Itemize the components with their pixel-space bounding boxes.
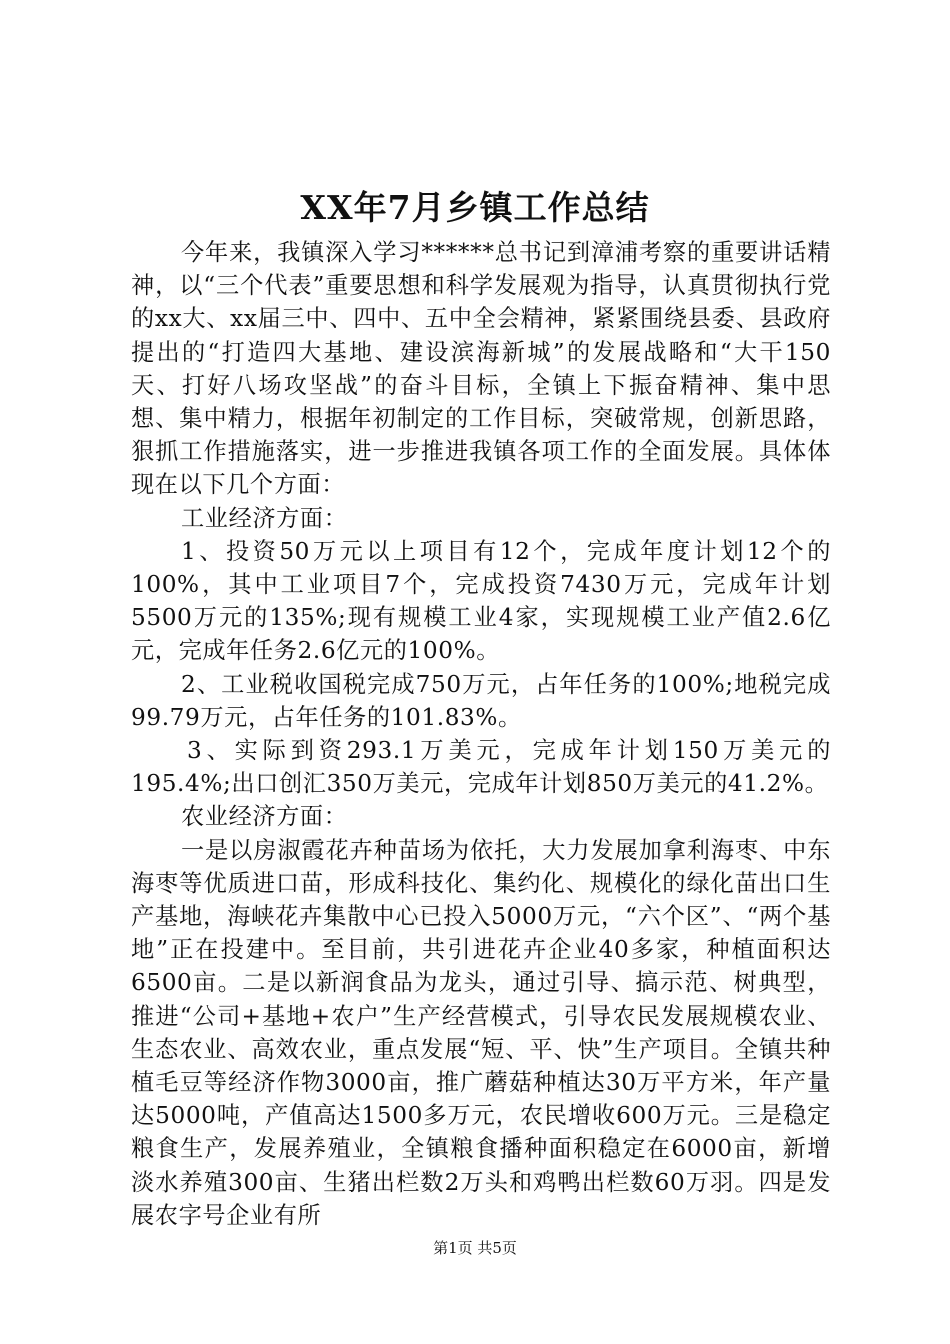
paragraph-industry-2: 2、工业税收国税完成750万元，占年任务的100%;地税完成99.79万元，占年任务的101.83%。 (131, 670, 831, 731)
paragraph-intro: 今年来，我镇深入学习******总书记到漳浦考察的重要讲话精神，以“三个代表”重要思想和科学发展观为指导，认真贯彻执行党的xx大、xx届三中、四中、五中全会精神，紧紧围绕县委、县政府提出的“打造四大基地、建设滨海新城”的发展战略和“大干150天、打好八场攻坚战”的奋斗目标，全镇上下振奋精神、集中思想、集中精力，根据年初制定的工作目标，突破常规，创新思路，狠抓工作措施落实，进一步推进我镇各项工作的全面发展。具体体现在以下几个方面： (131, 239, 831, 499)
paragraph-industry-1: 1、投资50万元以上项目有12个，完成年度计划12个的100%，其中工业项目7个，完成投资7430万元，完成年计划5500万元的135%;现有规模工业4家，实现规模工业产值2.6亿元，完成年任务2.6亿元的100%。 (131, 537, 831, 665)
page-number-footer: 第1页 共5页 (433, 1239, 517, 1257)
section-heading-industry: 工业经济方面： (181, 504, 348, 532)
paragraph-agriculture: 一是以房淑霞花卉种苗场为依托，大力发展加拿利海枣、中东海枣等优质进口苗，形成科技化、集约化、规模化的绿化苗出口生产基地，海峡花卉集散中心已投入5000万元，“六个区”、“两个基地”正在投建中。至目前，共引进花卉企业40多家，种植面积达6500亩。二是以新润食品为龙头，通过引导、搞示范、树典型，推进“公司+基地+农户”生产经营模式，引导农民发展规模农业、生态农业、高效农业，重点发展“短、平、快”生产项目。全镇共种植毛豆等经济作物3000亩，推广蘑菇种植达30万平方米，年产量达5000吨，产值高达1500多万元，农民增收600万元。三是稳定粮食生产，发展养殖业，全镇粮食播种面积稳定在6000亩，新增淡水养殖300亩、生猪出栏数2万头和鸡鸭出栏数60万羽。四是发展农字号企业有所 (131, 836, 831, 1229)
document-title: XX年7月乡镇工作总结 (300, 188, 650, 227)
paragraph-industry-3: 3、实际到资293.1万美元，完成年计划150万美元的195.4%;出口创汇350万美元，完成年计划850万美元的41.2%。 (131, 737, 831, 798)
document-body (131, 236, 831, 1232)
section-heading-agriculture: 农业经济方面： (181, 803, 348, 831)
